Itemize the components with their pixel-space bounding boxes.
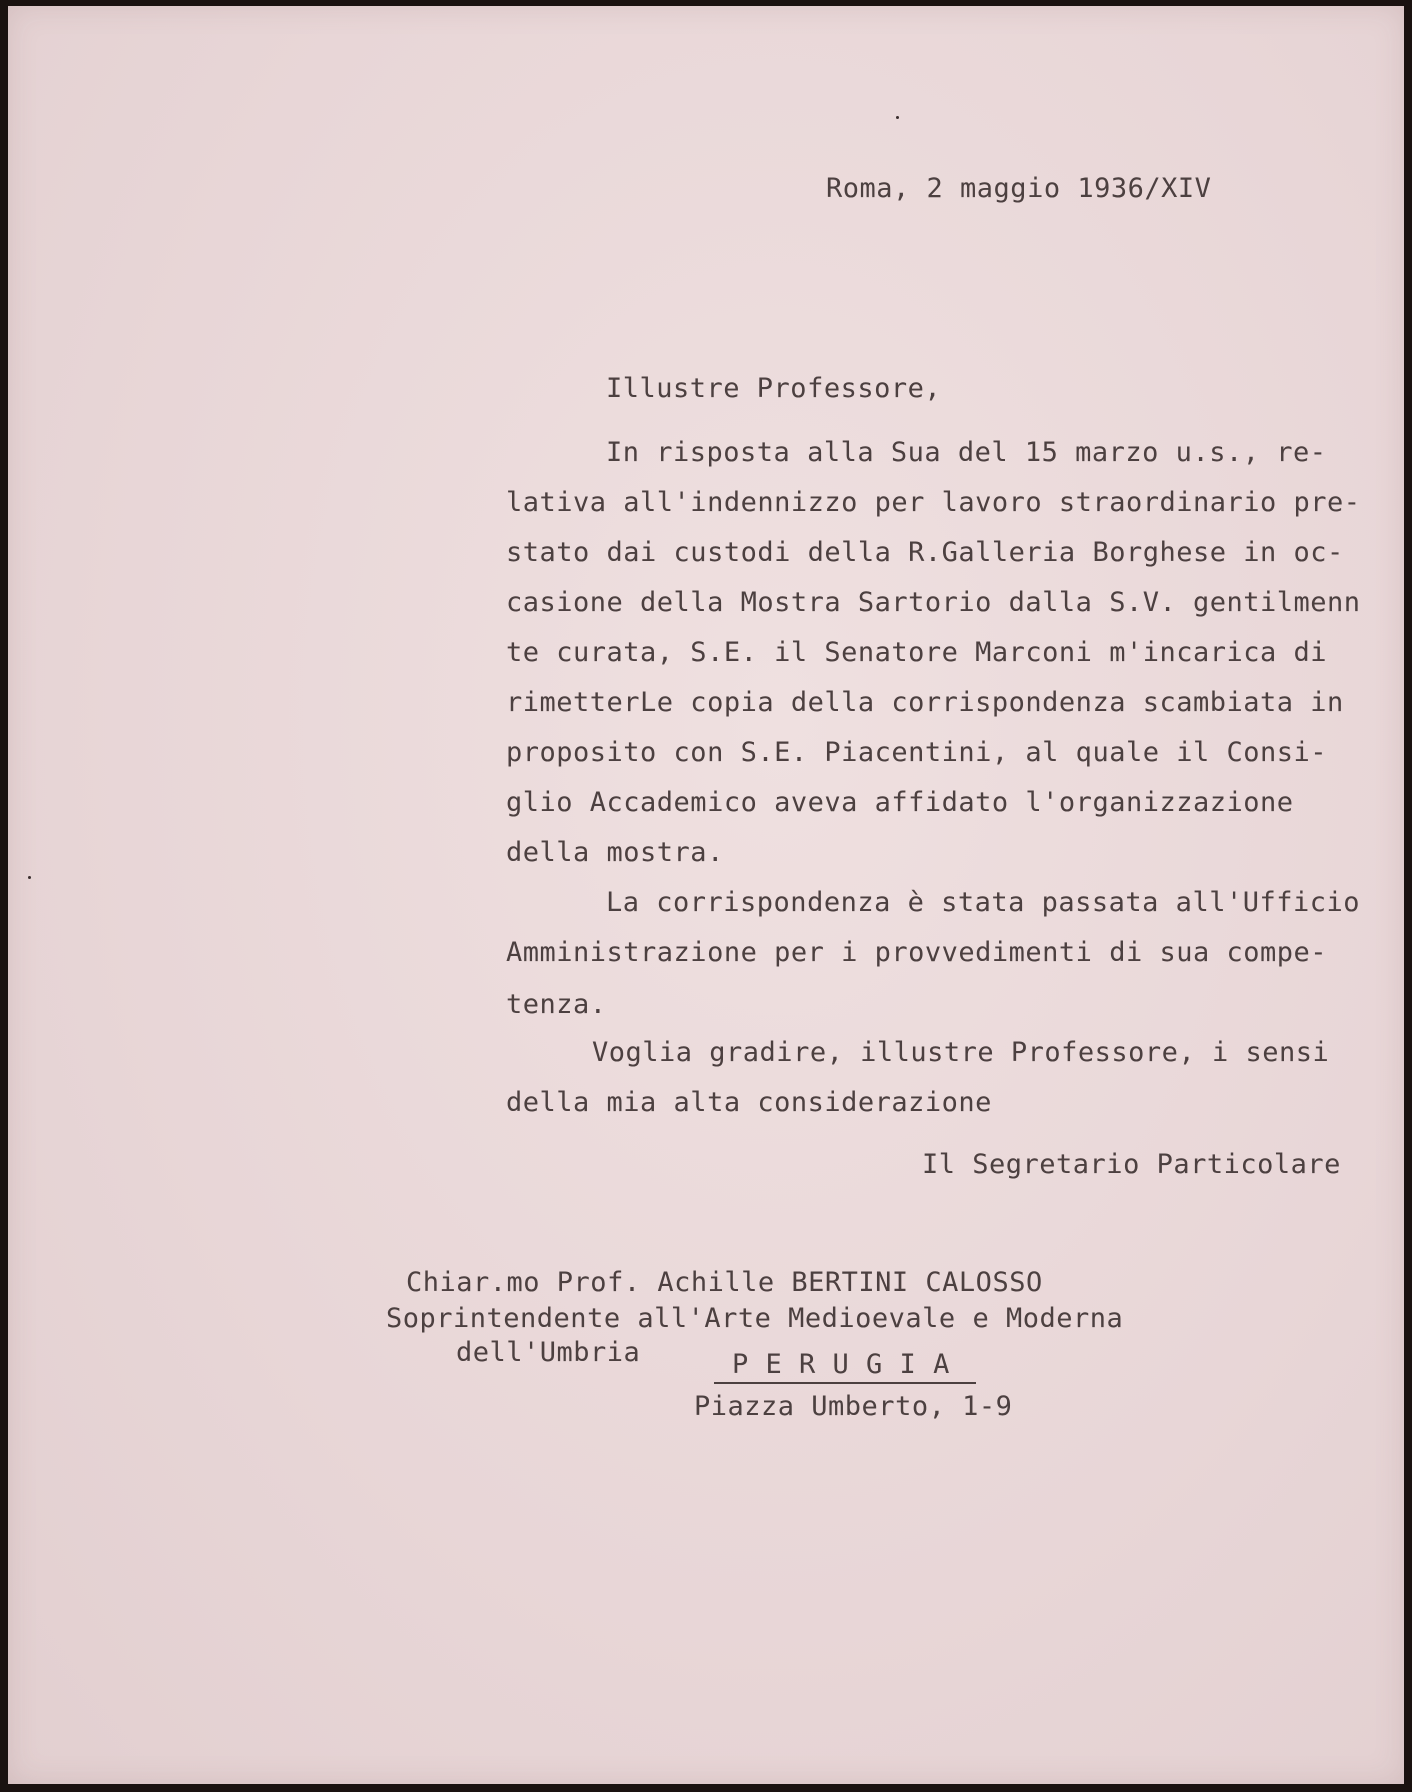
body-line: della mostra. (506, 837, 724, 868)
recipient-title: Soprintendente all'Arte Medioevale e Moderna (386, 1303, 1124, 1334)
recipient-region: dell'Umbria (456, 1337, 641, 1368)
ink-speck (28, 876, 31, 879)
recipient-address: Piazza Umberto, 1-9 (694, 1391, 1013, 1422)
body-line: rimetterLe copia della corrispondenza scambiata in (506, 687, 1344, 718)
body-line: La corrispondenza è stata passata all'Ufficio (606, 887, 1360, 918)
body-line: In risposta alla Sua del 15 marzo u.s., re- (606, 437, 1327, 468)
body-line: tenza. (506, 989, 607, 1020)
body-line: lativa all'indennizzo per lavoro straordinario pre- (506, 487, 1361, 518)
body-line: Voglia gradire, illustre Professore, i sensi (592, 1037, 1330, 1068)
letter-date: Roma, 2 maggio 1936/XIV (826, 173, 1212, 204)
ink-speck (896, 116, 899, 119)
body-line: casione della Mostra Sartorio dalla S.V. gentilmenn (506, 587, 1361, 618)
signature: Il Segretario Particolare (922, 1149, 1341, 1180)
recipient-name: Chiar.mo Prof. Achille BERTINI CALOSSO (406, 1267, 1043, 1298)
body-line: proposito con S.E. Piacentini, al quale il Consi- (506, 737, 1328, 768)
recipient-city: P E R U G I A (732, 1349, 950, 1380)
body-line: stato dai custodi della R.Galleria Borghese in oc- (506, 537, 1344, 568)
salutation: Illustre Professore, (606, 373, 942, 404)
body-line: della mia alta considerazione (506, 1087, 992, 1118)
body-line: te curata, S.E. il Senatore Marconi m'incarica di (506, 637, 1328, 668)
body-line: glio Accademico aveva affidato l'organizzazione (506, 787, 1294, 818)
city-underline (714, 1382, 976, 1384)
body-line: Amministrazione per i provvedimenti di sua compe- (506, 937, 1328, 968)
